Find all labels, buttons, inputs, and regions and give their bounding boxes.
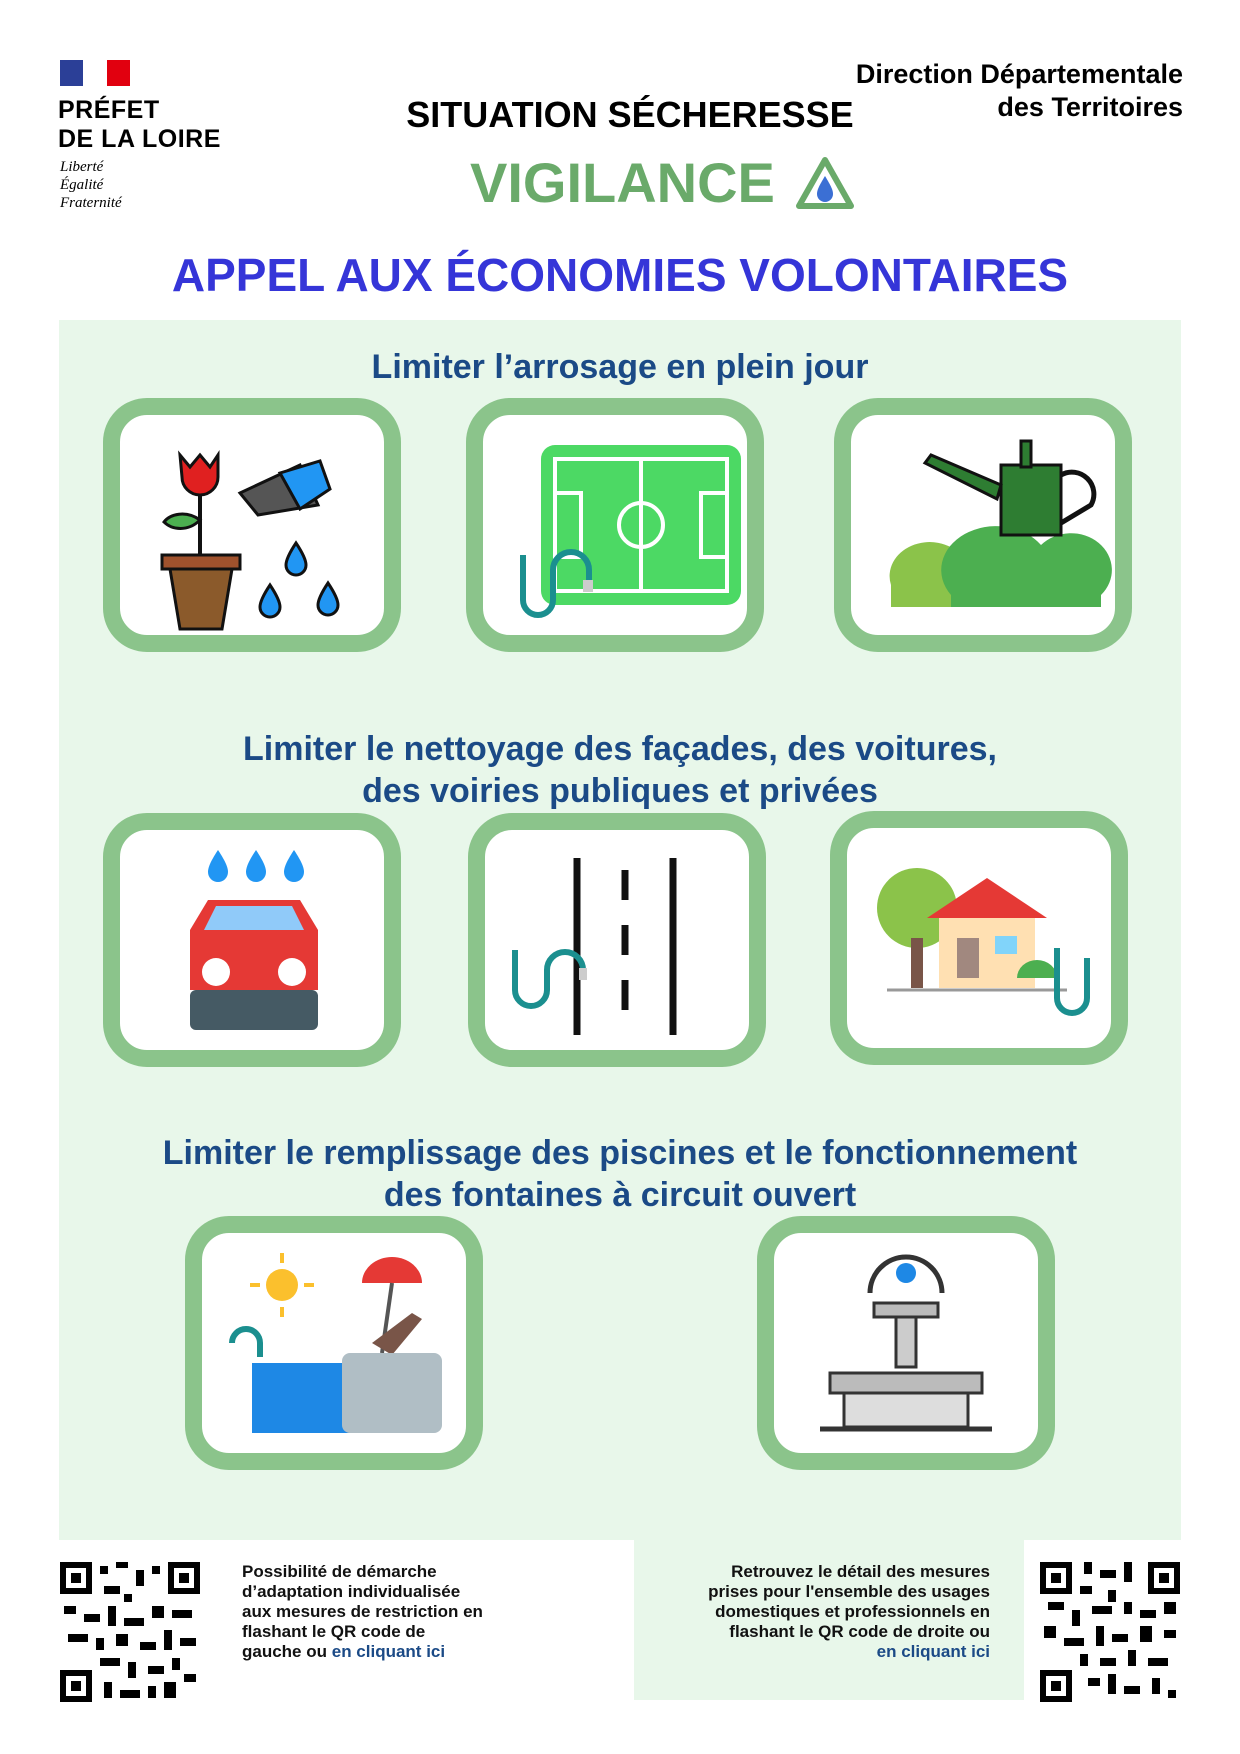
ddt-title: Direction Départementale des Territoires: [855, 59, 1183, 122]
card-road: [468, 813, 766, 1067]
section-title-nettoyage: Limiter le nettoyage des façades, des voitures, des voiries publiques et privées: [243, 730, 997, 810]
devise: Liberté Égalité Fraternité: [60, 159, 122, 211]
appel-title: APPEL AUX ÉCONOMIES VOLONTAIRES: [171, 249, 1069, 301]
vigilance-warning-icon: [795, 156, 855, 210]
road-hose-icon: [485, 830, 749, 1050]
vigilance-level: [470, 150, 855, 215]
potted-flower-watering-icon: [120, 415, 384, 635]
house-tree-hose-icon: [847, 828, 1111, 1048]
fountain-icon: [774, 1233, 1038, 1453]
qr-code-left[interactable]: [60, 1562, 200, 1702]
qr-code-right[interactable]: [1040, 1562, 1180, 1702]
football-field-icon: [483, 415, 747, 635]
card-car-wash: [103, 813, 401, 1067]
link-right[interactable]: en cliquant ici: [876, 1642, 990, 1661]
card-football-field: [466, 398, 764, 652]
car-water-drops-icon: [120, 830, 384, 1050]
section-title-arrosage: Limiter l’arrosage en plein jour: [371, 348, 869, 386]
section-title-piscines: Limiter le remplissage des piscines et le fonctionnement des fontaines à circuit ouvert: [162, 1134, 1078, 1214]
situation-title: SITUATION SÉCHERESSE: [406, 94, 854, 135]
prefet-logo-text: PRÉFET DE LA LOIRE: [58, 96, 221, 153]
pool-sun-umbrella-icon: [202, 1233, 466, 1453]
vigilance-label: VIGILANCE: [470, 151, 775, 214]
marianne-flag-logo: [60, 60, 130, 86]
card-flower-watering: [103, 398, 401, 652]
footer-left-text: Possibilité de démarche d’adaptation individualisée aux mesures de restriction en flashant le QR code de gauche ou en cliquant ici: [242, 1562, 483, 1661]
card-house: [830, 811, 1128, 1065]
footer-right-text: Retrouvez le détail des mesures prises pour l'ensemble des usages domestiques et professionnels en flashant le QR code de droite ou en cliquant ici: [708, 1562, 990, 1661]
card-watering-can-garden: [834, 398, 1132, 652]
card-fountain: [757, 1216, 1055, 1470]
card-pool: [185, 1216, 483, 1470]
watering-can-bush-icon: [851, 415, 1115, 635]
link-left[interactable]: en cliquant ici: [331, 1642, 446, 1661]
